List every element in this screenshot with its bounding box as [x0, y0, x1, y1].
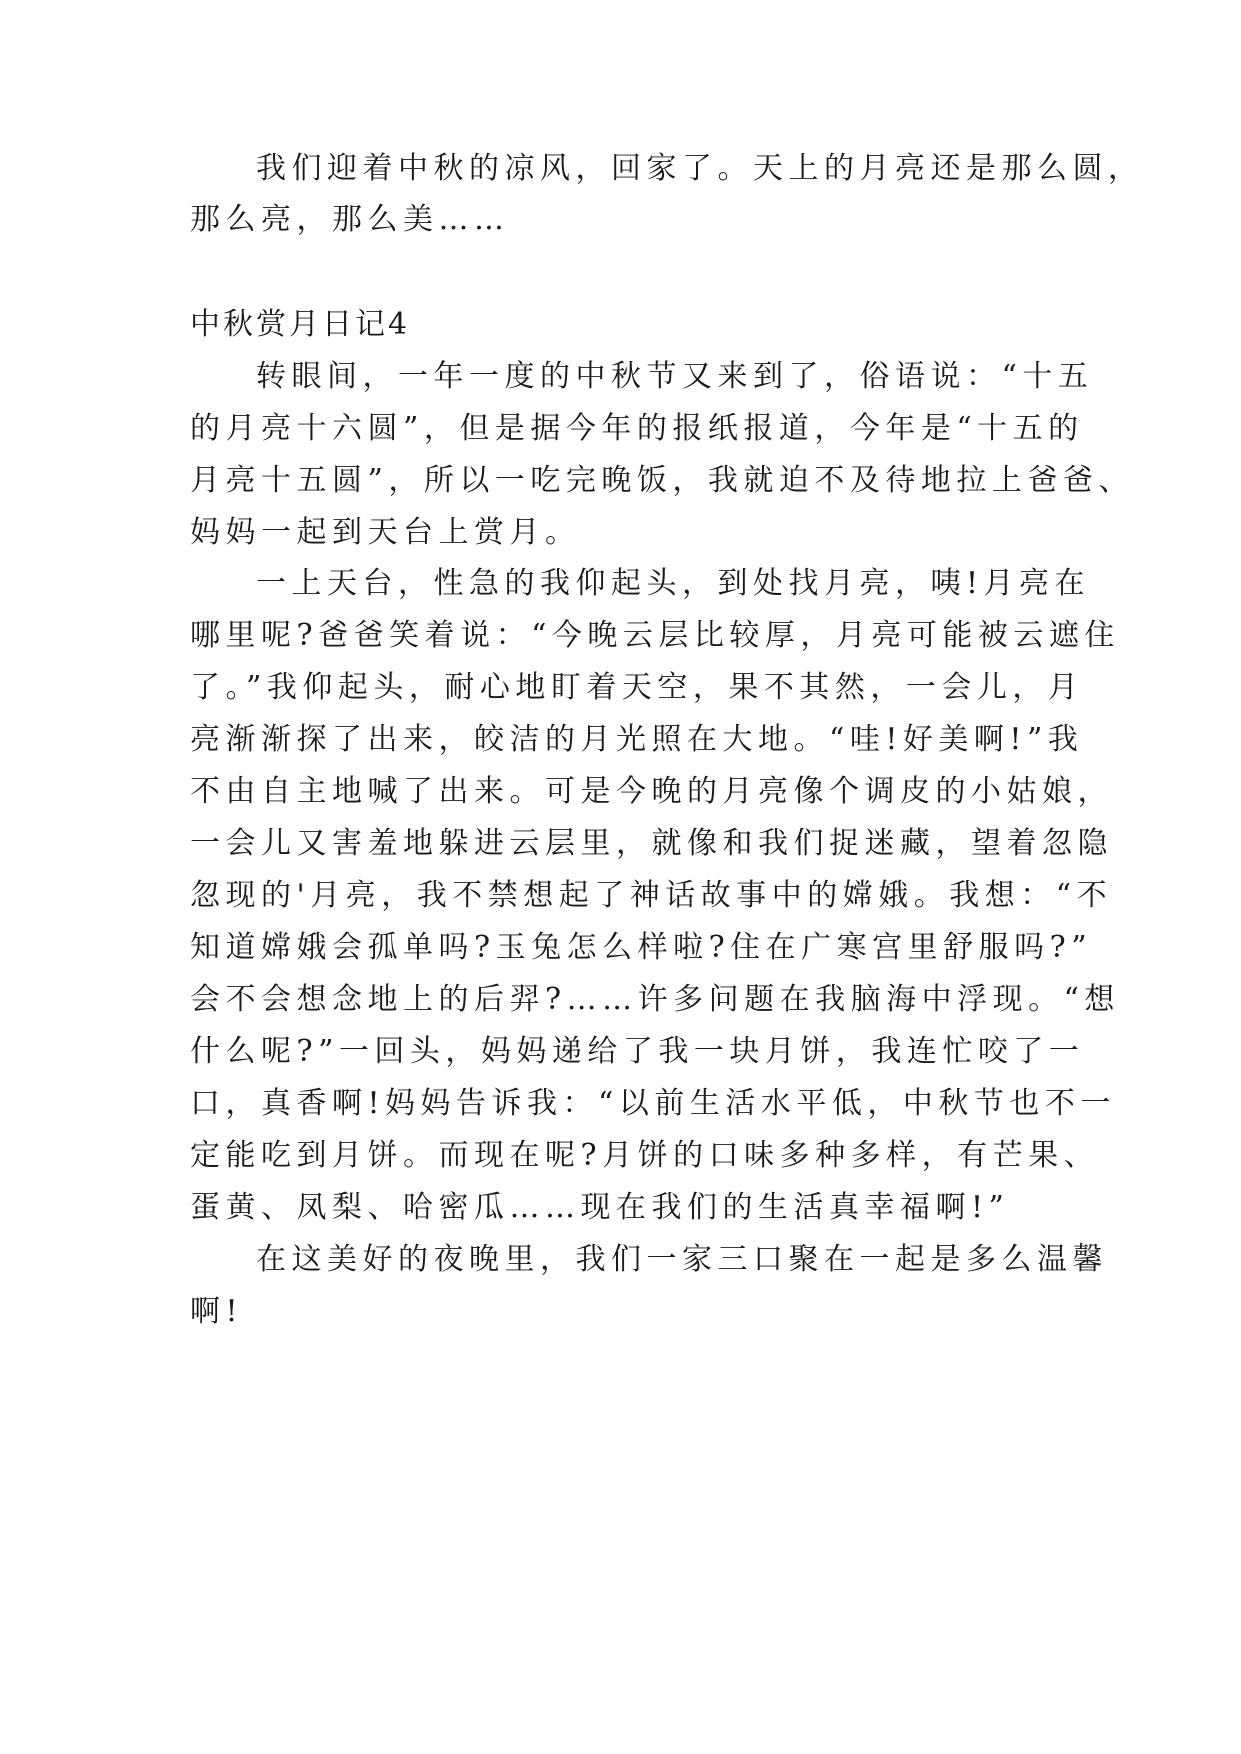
paragraph-line: 什么呢?”一回头，妈妈递给了我一块月饼，我连忙咬了一: [190, 1034, 1085, 1069]
section-heading: 中秋赏月日记4: [190, 307, 411, 342]
paragraph-line: 转眼间，一年一度的中秋节又来到了，俗语说：“十五: [256, 359, 1094, 394]
paragraph-line: 了。”我仰起头，耐心地盯着天空，果不其然，一会儿，月: [190, 670, 1084, 705]
paragraph-line: 妈妈一起到天台上赏月。: [190, 515, 581, 550]
paragraph-line: 口，真香啊!妈妈告诉我：“以前生活水平低，中秋节也不一: [190, 1086, 1116, 1121]
paragraph-line: 在这美好的夜晚里，我们一家三口聚在一起是多么温馨: [256, 1242, 1108, 1277]
paragraph-line: 那么亮，那么美……: [190, 202, 510, 237]
paragraph-line: 忽现的'月亮，我不禁想起了神话故事中的嫦娥。我想：“不: [190, 878, 1113, 913]
paragraph-line: 亮渐渐探了出来，皎洁的月光照在大地。“哇!好美啊!”我: [190, 722, 1084, 757]
paragraph-line: 月亮十五圆”，所以一吃完晚饭，我就迫不及待地拉上爸爸、: [190, 463, 1134, 498]
paragraph-line: 蛋黄、凤梨、哈密瓜……现在我们的生活真幸福啊!”: [190, 1190, 1010, 1225]
paragraph-line: 会不会想念地上的后羿?……许多问题在我脑海中浮现。“想: [190, 982, 1120, 1017]
paragraph-line: 我们迎着中秋的凉风，回家了。天上的月亮还是那么圆，: [256, 151, 1144, 186]
paragraph-line: 知道嫦娥会孤单吗?玉兔怎么样啦?住在广寒宫里舒服吗?”: [190, 930, 1093, 965]
paragraph-line: 不由自主地喊了出来。可是今晚的月亮像个调皮的小姑娘，: [190, 774, 1113, 809]
paragraph-line: 一上天台，性急的我仰起头，到处找月亮，咦!月亮在: [256, 566, 1091, 601]
paragraph-line: 啊!: [190, 1294, 244, 1329]
paragraph-line: 定能吃到月饼。而现在呢?月饼的口味多种多样，有芒果、: [190, 1138, 1100, 1173]
paragraph-line: 哪里呢?爸爸笑着说：“今晚云层比较厚，月亮可能被云遮住: [190, 618, 1120, 653]
paragraph-line: 的月亮十六圆”，但是据今年的报纸报道，今年是“十五的: [190, 411, 1084, 446]
paragraph-line: 一会儿又害羞地躲进云层里，就像和我们捉迷藏，望着忽隐: [190, 826, 1113, 861]
